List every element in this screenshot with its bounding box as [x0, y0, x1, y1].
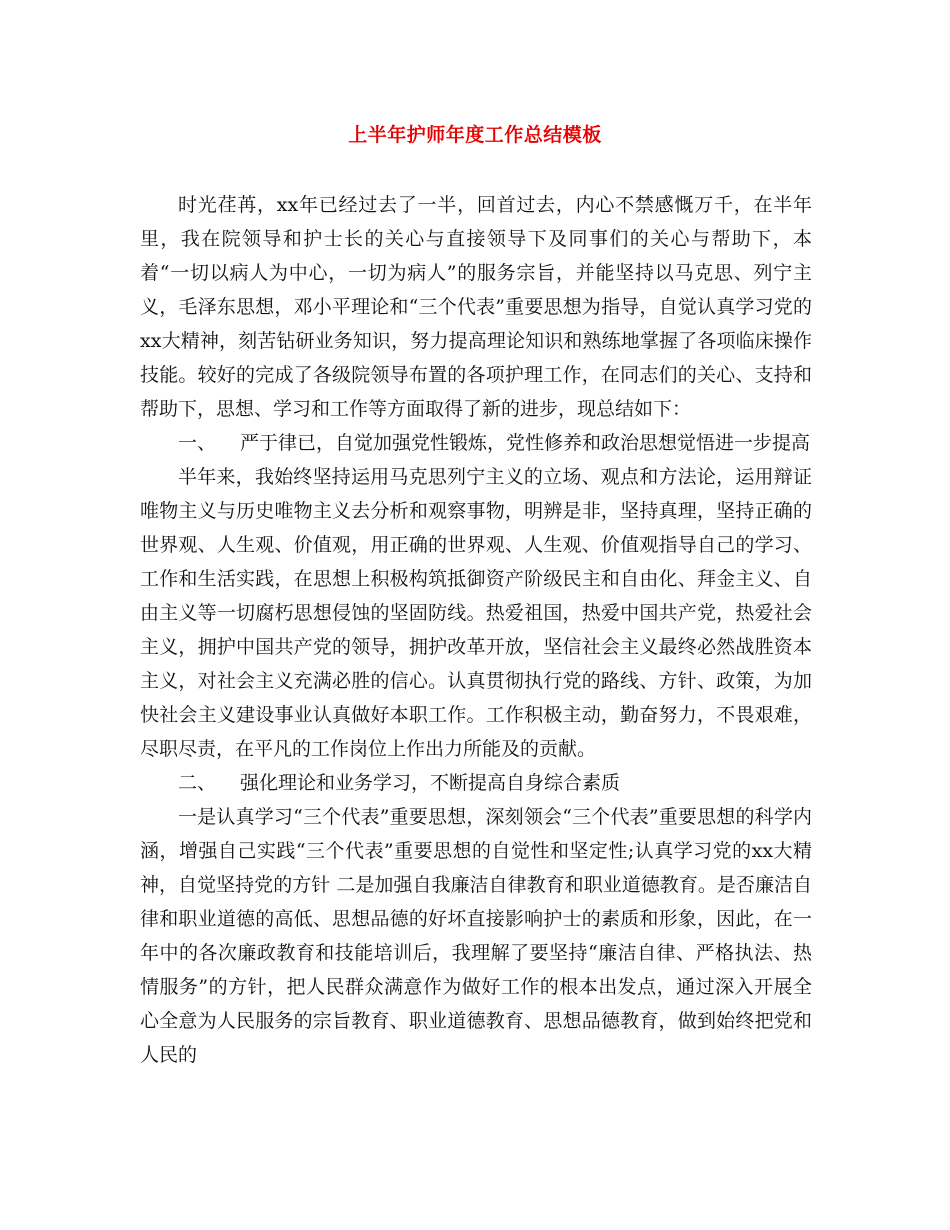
section-heading-text-2: 强化理论和业务学习，不断提高自身综合素质: [240, 772, 621, 794]
section-heading-2: [140, 766, 812, 800]
section-number-1: 一、: [178, 432, 217, 454]
section-number-2: 二、: [178, 772, 217, 794]
document-body: [140, 188, 812, 1072]
section-paragraph-2: 一是认真学习“三个代表”重要思想，深刻领会“三个代表”重要思想的科学内涵，增强自己实践“三个代表”重要思想的自觉性和坚定性;认真学习党的xx大精神，自觉坚持党的方针 二是加强自我廉洁自律教育和职业道德教育。是否廉洁自律和职业道德的高低、思想品德的好坏直接影响护士的素质和形象，因此，在一年中的各次廉政教育和技能培训后，我理解了要坚持“廉洁自律、严格执法、热情服务”的方针，把人民群众满意作为做好工作的根本出发点，通过深入开展全心全意为人民服务的宗旨教育、职业道德教育、思想品德教育，做到始终把党和人民的: [140, 806, 812, 1066]
document-title: 上半年护师年度工作总结模板: [348, 124, 602, 146]
section-heading-text-1: 严于律已，自觉加强党性锻炼，党性修养和政治思想觉悟进一步提高: [240, 432, 811, 454]
intro-paragraph: 时光荏苒，xx年已经过去了一半，回首过去，内心不禁感慨万千，在半年里，我在院领导和护士长的关心与直接领导下及同事们的关心与帮助下，本着“一切以病人为中心，一切为病人”的服务宗旨，并能坚持以马克思、列宁主义，毛泽东思想，邓小平理论和“三个代表”重要思想为指导，自觉认真学习党的xx大精神，刻苦钻研业务知识，努力提高理论知识和熟练地掌握了各项临床操作技能。较好的完成了各级院领导布置的各项护理工作，在同志们的关心、支持和帮助下，思想、学习和工作等方面取得了新的进步，现总结如下：: [140, 194, 812, 420]
section-heading-1: [140, 426, 812, 460]
section-paragraph-1: 半年来，我始终坚持运用马克思列宁主义的立场、观点和方法论，运用辩证唯物主义与历史唯物主义去分析和观察事物，明辨是非，坚持真理，坚持正确的世界观、人生观、价值观，用正确的世界观、人生观、价值观指导自己的学习、工作和生活实践，在思想上积极构筑抵御资产阶级民主和自由化、拜金主义、自由主义等一切腐朽思想侵蚀的坚固防线。热爱祖国，热爱中国共产党，热爱社会主义，拥护中国共产党的领导，拥护改革开放，坚信社会主义最终必然战胜资本主义，对社会主义充满必胜的信心。认真贯彻执行党的路线、方针、政策，为加快社会主义建设事业认真做好本职工作。工作积极主动，勤奋努力，不畏艰难，尽职尽责，在平凡的工作岗位上作出力所能及的贡献。: [140, 466, 812, 760]
